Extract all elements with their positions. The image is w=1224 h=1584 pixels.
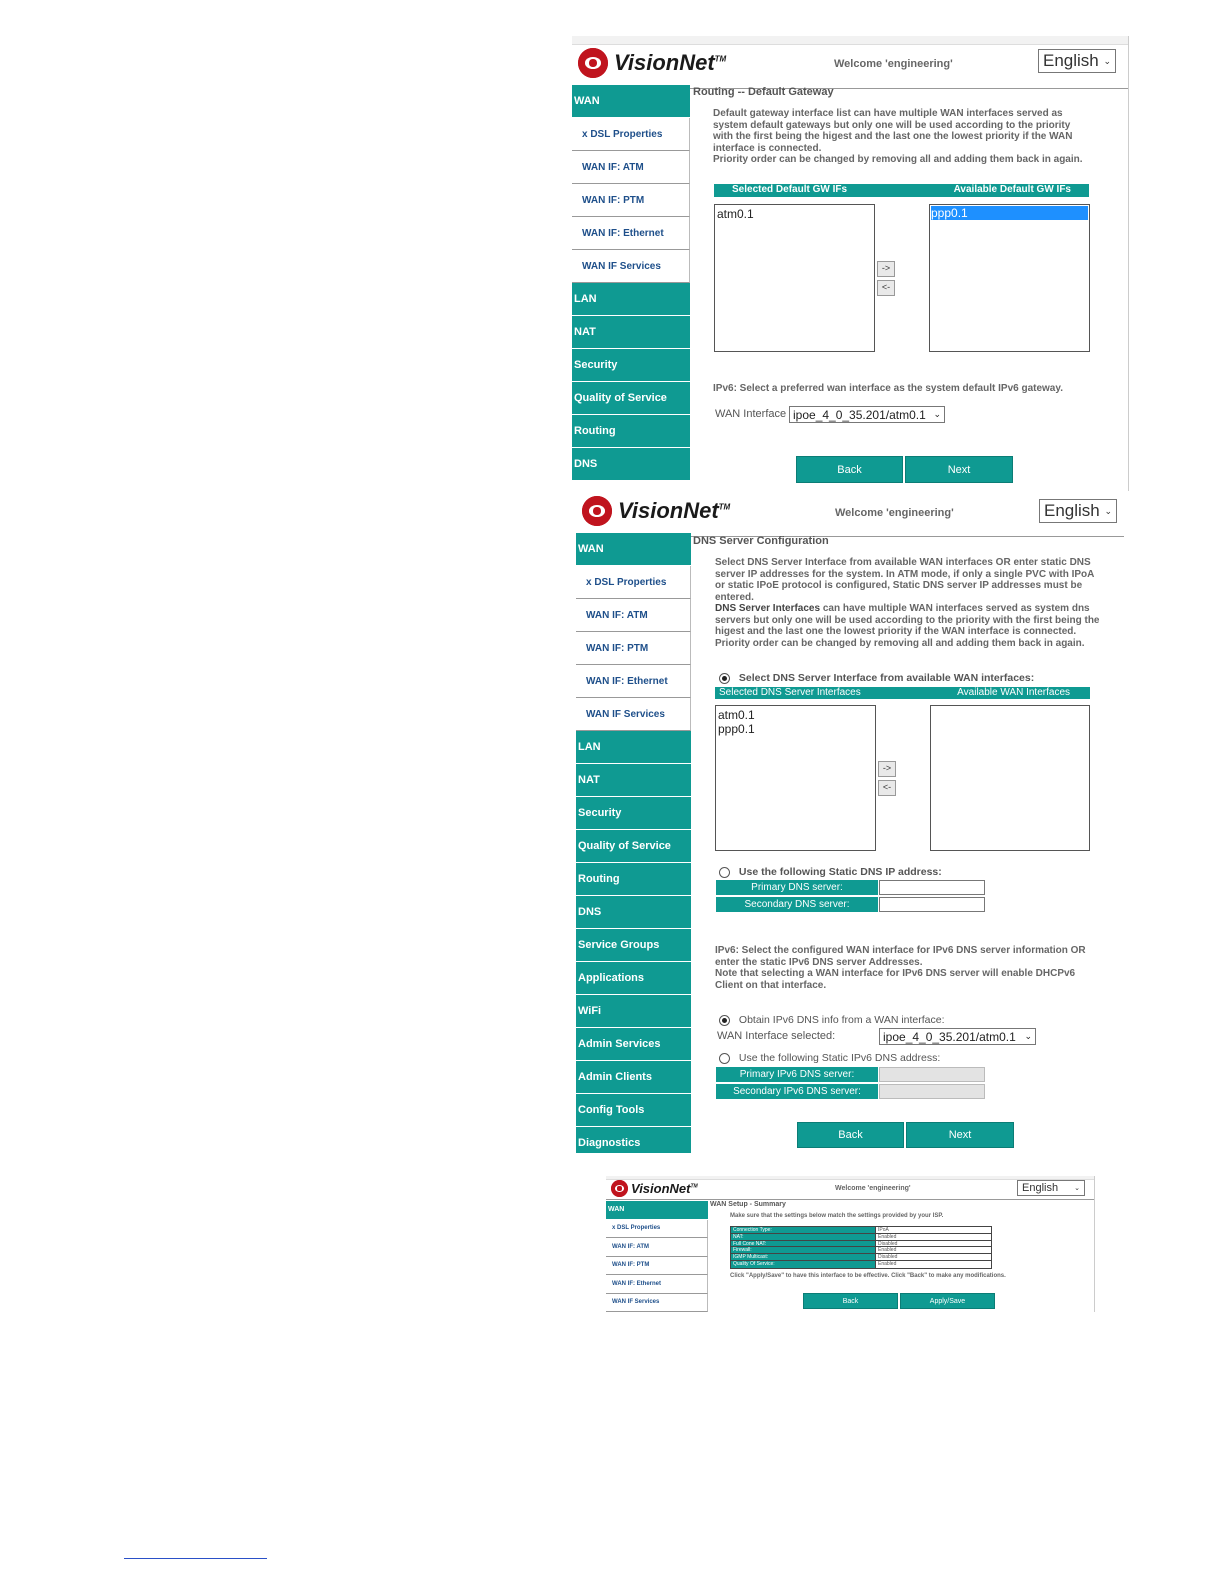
language-value: English bbox=[1022, 1182, 1059, 1194]
dns-interfaces-description bbox=[715, 603, 1100, 638]
routing-default-gateway-screen bbox=[572, 36, 1129, 491]
sidebar-item-nat[interactable]: NAT bbox=[576, 764, 691, 797]
back-button[interactable]: Back bbox=[796, 456, 903, 483]
summary-key: Full Cone NAT: bbox=[731, 1241, 876, 1247]
list-item[interactable]: atm0.1 bbox=[718, 708, 755, 722]
summary-value: Enabled bbox=[876, 1234, 991, 1240]
wan-interface-selected-value: ipoe_4_0_35.201/atm0.1 bbox=[883, 1029, 1016, 1044]
dns-list-header bbox=[715, 687, 1090, 699]
list-item[interactable]: ppp0.1 bbox=[718, 722, 755, 736]
list-item[interactable]: ppp0.1 bbox=[931, 206, 1088, 220]
sidebar-item-wan-if-services[interactable]: WAN IF Services bbox=[572, 250, 690, 283]
logo-mark-icon bbox=[611, 1180, 628, 1197]
brand-name: VisionNet bbox=[614, 50, 715, 75]
summary-key: Connection Type: bbox=[731, 1227, 876, 1233]
available-wan-header: Available WAN Interfaces bbox=[957, 687, 1070, 698]
table-row bbox=[731, 1247, 991, 1254]
available-gw-list[interactable] bbox=[929, 204, 1090, 352]
gateway-list-header bbox=[714, 184, 1089, 197]
chevron-down-icon: ⌄ bbox=[1024, 1031, 1032, 1041]
sidebar-item-routing[interactable]: Routing bbox=[572, 415, 690, 448]
radio-static-dns-label: Use the following Static DNS IP address: bbox=[738, 866, 942, 878]
sidebar-item-wan[interactable]: WAN bbox=[572, 85, 690, 118]
sidebar-item-admin-clients[interactable]: Admin Clients bbox=[576, 1061, 691, 1094]
add-gateway-button[interactable]: -> bbox=[877, 261, 895, 277]
dns-description-text: Select DNS Server Interface from available WAN interfaces OR enter static DNS server IP addresses for the system. In ATM mode, if only a single PVC with IPoA or static IPoE protocol is configured, Static DNS server IP addresses must be entered. bbox=[715, 557, 1094, 603]
secondary-dns-field[interactable] bbox=[879, 897, 985, 912]
remove-dns-button[interactable]: <- bbox=[878, 780, 896, 796]
back-button[interactable]: Back bbox=[797, 1122, 904, 1148]
summary-value: Enabled bbox=[876, 1247, 991, 1253]
sidebar-item-wan[interactable]: WAN bbox=[606, 1201, 708, 1220]
radio-static-dns-row[interactable] bbox=[719, 866, 942, 878]
sidebar-item-wan-if-atm[interactable]: WAN IF: ATM bbox=[572, 151, 690, 184]
chevron-down-icon: ⌄ bbox=[1074, 1185, 1080, 1192]
selected-gw-list[interactable] bbox=[714, 204, 875, 352]
summary-value: Enabled bbox=[876, 1261, 991, 1268]
selected-dns-header: Selected DNS Server Interfaces bbox=[719, 687, 861, 698]
sidebar-item-x-dsl-properties[interactable]: x DSL Properties bbox=[572, 118, 690, 151]
page-title: WAN Setup - Summary bbox=[710, 1201, 786, 1208]
sidebar-item-lan[interactable]: LAN bbox=[576, 731, 691, 764]
wan-interface-value: ipoe_4_0_35.201/atm0.1 bbox=[793, 407, 926, 422]
table-row bbox=[731, 1227, 991, 1234]
ipv6-dhcp-note: Note that selecting a WAN interface for IPv6 DNS server will enable DHCPv6 Client on that interface. bbox=[715, 968, 1076, 991]
sidebar-item-wan-if-ethernet[interactable]: WAN IF: Ethernet bbox=[576, 665, 691, 698]
language-value: English bbox=[1043, 51, 1099, 70]
ipv6-dns-note-text: IPv6: Select the configured WAN interface for IPv6 DNS server information OR enter the static IPv6 DNS server Addresses. bbox=[715, 945, 1086, 968]
sidebar-item-wan-if-atm[interactable]: WAN IF: ATM bbox=[606, 1238, 708, 1257]
language-select[interactable] bbox=[1017, 1180, 1085, 1196]
secondary-ipv6-dns-label: Secondary IPv6 DNS server: bbox=[716, 1084, 878, 1099]
available-wan-list[interactable] bbox=[930, 705, 1090, 851]
selected-dns-list[interactable] bbox=[715, 705, 876, 851]
chevron-down-icon: ⌄ bbox=[1103, 55, 1111, 66]
selected-gw-header: Selected Default GW IFs bbox=[732, 184, 848, 195]
main-content bbox=[693, 535, 1123, 1150]
ipv6-gateway-note: IPv6: Select a preferred wan interface as the system default IPv6 gateway. bbox=[713, 383, 1063, 394]
sidebar-item-diagnostics[interactable]: Diagnostics bbox=[576, 1127, 691, 1153]
sidebar-item-security[interactable]: Security bbox=[576, 797, 691, 830]
logo-mark-icon bbox=[578, 48, 608, 78]
dns-description bbox=[715, 557, 1100, 649]
language-value: English bbox=[1044, 501, 1100, 520]
available-gw-header: Available Default GW IFs bbox=[953, 184, 1071, 195]
primary-dns-field[interactable] bbox=[879, 880, 985, 895]
sidebar-item-security[interactable]: Security bbox=[572, 349, 690, 382]
radio-dns-interface-row[interactable] bbox=[719, 672, 1034, 684]
sidebar-item-quality-of-service[interactable]: Quality of Service bbox=[572, 382, 690, 415]
radio-ipv6-static[interactable] bbox=[719, 1053, 730, 1064]
sidebar-item-x-dsl-properties[interactable]: x DSL Properties bbox=[606, 1220, 708, 1239]
wan-interface-label: WAN Interface bbox=[715, 408, 787, 420]
apply-save-button[interactable]: Apply/Save bbox=[900, 1293, 995, 1309]
sidebar-item-wan-if-ethernet[interactable]: WAN IF: Ethernet bbox=[572, 217, 690, 250]
main-content bbox=[710, 1201, 1090, 1311]
gateway-description-text: Default gateway interface list can have multiple WAN interfaces served as system default gateways but only one will be used according to the priority with the first being the higest and the last one the lowest priority if the WAN interface is connected. bbox=[713, 108, 1073, 154]
welcome-message: Welcome 'engineering' bbox=[835, 507, 954, 519]
sidebar-item-wan-if-ptm[interactable]: WAN IF: PTM bbox=[606, 1257, 708, 1276]
summary-table bbox=[730, 1226, 992, 1269]
summary-key: Firewall: bbox=[731, 1247, 876, 1253]
welcome-message: Welcome 'engineering' bbox=[835, 1185, 911, 1192]
radio-dns-interface-label: Select DNS Server Interface from available WAN interfaces: bbox=[738, 672, 1035, 684]
sidebar-item-applications[interactable]: Applications bbox=[576, 962, 691, 995]
chevron-down-icon: ⌄ bbox=[933, 409, 941, 419]
language-select[interactable] bbox=[1038, 49, 1116, 73]
sidebar-nav bbox=[576, 533, 691, 1153]
sidebar-item-quality-of-service[interactable]: Quality of Service bbox=[576, 830, 691, 863]
radio-ipv6-wan-label: Obtain IPv6 DNS info from a WAN interface: bbox=[738, 1014, 945, 1026]
summary-value: IPoA bbox=[876, 1227, 991, 1233]
sidebar-item-config-tools[interactable]: Config Tools bbox=[576, 1094, 691, 1127]
main-content bbox=[693, 86, 1123, 486]
logo-mark-icon bbox=[582, 496, 612, 526]
sidebar-item-dns[interactable]: DNS bbox=[572, 448, 690, 481]
wan-interface-select[interactable] bbox=[789, 406, 945, 423]
primary-dns-label: Primary DNS server: bbox=[716, 880, 878, 895]
table-row bbox=[731, 1254, 991, 1261]
secondary-ipv6-dns-field[interactable] bbox=[879, 1084, 985, 1099]
sidebar-item-admin-services[interactable]: Admin Services bbox=[576, 1028, 691, 1061]
brand-name: VisionNet bbox=[618, 498, 719, 523]
language-select[interactable] bbox=[1039, 499, 1117, 523]
sidebar-item-lan[interactable]: LAN bbox=[572, 283, 690, 316]
sidebar-item-wan-if-ptm[interactable]: WAN IF: PTM bbox=[572, 184, 690, 217]
sidebar-item-wan-if-ethernet[interactable]: WAN IF: Ethernet bbox=[606, 1275, 708, 1294]
sidebar-item-wan-if-ptm[interactable]: WAN IF: PTM bbox=[576, 632, 691, 665]
wan-interface-selected-select[interactable] bbox=[879, 1028, 1036, 1045]
visionnet-logo bbox=[582, 496, 730, 526]
summary-key: Quality Of Service: bbox=[731, 1261, 876, 1268]
back-button[interactable]: Back bbox=[803, 1293, 898, 1309]
ipv6-dns-note bbox=[715, 945, 1100, 991]
primary-ipv6-dns-field[interactable] bbox=[879, 1067, 985, 1082]
sidebar-item-wan-if-atm[interactable]: WAN IF: ATM bbox=[576, 599, 691, 632]
sidebar-item-wan[interactable]: WAN bbox=[576, 533, 691, 566]
next-button[interactable]: Next bbox=[906, 1122, 1014, 1148]
sidebar-nav bbox=[572, 85, 690, 491]
sidebar-item-wan-if-services[interactable]: WAN IF Services bbox=[576, 698, 691, 731]
radio-static-dns[interactable] bbox=[719, 867, 730, 878]
welcome-message: Welcome 'engineering' bbox=[834, 58, 953, 70]
footnote-separator bbox=[124, 1558, 267, 1559]
sidebar-nav bbox=[606, 1201, 708, 1312]
page-header bbox=[576, 492, 1124, 537]
summary-instruction: Make sure that the settings below match the settings provided by your ISP. bbox=[730, 1213, 944, 1219]
radio-dns-interface[interactable] bbox=[719, 673, 730, 684]
remove-gateway-button[interactable]: <- bbox=[877, 280, 895, 296]
summary-footer-note: Click "Apply/Save" to have this interface to be effective. Click "Back" to make any modifications. bbox=[730, 1273, 1006, 1279]
radio-ipv6-static-row[interactable] bbox=[719, 1052, 940, 1064]
next-button[interactable]: Next bbox=[905, 456, 1013, 483]
dns-interfaces-term: DNS Server Interfaces bbox=[715, 603, 821, 614]
gateway-priority-note: Priority order can be changed by removing all and adding them back in again. bbox=[713, 154, 1083, 165]
trademark: TM bbox=[718, 502, 731, 512]
table-row bbox=[731, 1261, 991, 1268]
page-title: Routing -- Default Gateway bbox=[693, 86, 834, 98]
sidebar-item-service-groups[interactable]: Service Groups bbox=[576, 929, 691, 962]
page-title: DNS Server Configuration bbox=[693, 535, 829, 547]
sidebar-item-routing[interactable]: Routing bbox=[576, 863, 691, 896]
secondary-dns-label: Secondary DNS server: bbox=[716, 897, 878, 912]
trademark: TM bbox=[714, 54, 727, 64]
radio-ipv6-static-label: Use the following Static IPv6 DNS address: bbox=[738, 1052, 941, 1064]
sidebar-item-nat[interactable]: NAT bbox=[572, 316, 690, 349]
table-row bbox=[731, 1234, 991, 1241]
summary-key: IGMP Multicast: bbox=[731, 1254, 876, 1260]
sidebar-item-wifi[interactable]: WiFi bbox=[576, 995, 691, 1028]
add-dns-button[interactable]: -> bbox=[878, 761, 896, 777]
primary-ipv6-dns-label: Primary IPv6 DNS server: bbox=[716, 1067, 878, 1082]
page-header bbox=[572, 44, 1128, 89]
radio-ipv6-wan[interactable] bbox=[719, 1015, 730, 1026]
gateway-description bbox=[713, 108, 1093, 166]
visionnet-logo bbox=[578, 48, 726, 78]
table-row bbox=[731, 1241, 991, 1248]
sidebar-item-wan-if-services[interactable]: WAN IF Services bbox=[606, 1294, 708, 1313]
dns-interfaces-text: can have multiple WAN interfaces served as system dns servers but only one will be used according to the priority with the first being the higest and the last one the lowest priority if the WAN interface is connected. bbox=[715, 603, 1100, 637]
sidebar-item-x-dsl-properties[interactable]: x DSL Properties bbox=[576, 566, 691, 599]
summary-value: Disabled bbox=[876, 1241, 991, 1247]
summary-value: Disabled bbox=[876, 1254, 991, 1260]
wan-setup-summary-screen bbox=[606, 1176, 1095, 1312]
dns-server-configuration-screen bbox=[576, 492, 1124, 1153]
chevron-down-icon: ⌄ bbox=[1104, 505, 1112, 516]
visionnet-logo bbox=[611, 1180, 698, 1197]
list-item[interactable]: atm0.1 bbox=[717, 207, 754, 221]
radio-ipv6-wan-row[interactable] bbox=[719, 1014, 945, 1026]
page-header bbox=[606, 1179, 1094, 1200]
summary-key: NAT: bbox=[731, 1234, 876, 1240]
brand-name: VisionNet bbox=[631, 1181, 691, 1196]
dns-priority-note: Priority order can be changed by removing all and adding them back in again. bbox=[715, 637, 1085, 649]
sidebar-item-dns[interactable]: DNS bbox=[576, 896, 691, 929]
wan-interface-selected-label: WAN Interface selected: bbox=[717, 1030, 836, 1042]
trademark: TM bbox=[690, 1183, 698, 1190]
